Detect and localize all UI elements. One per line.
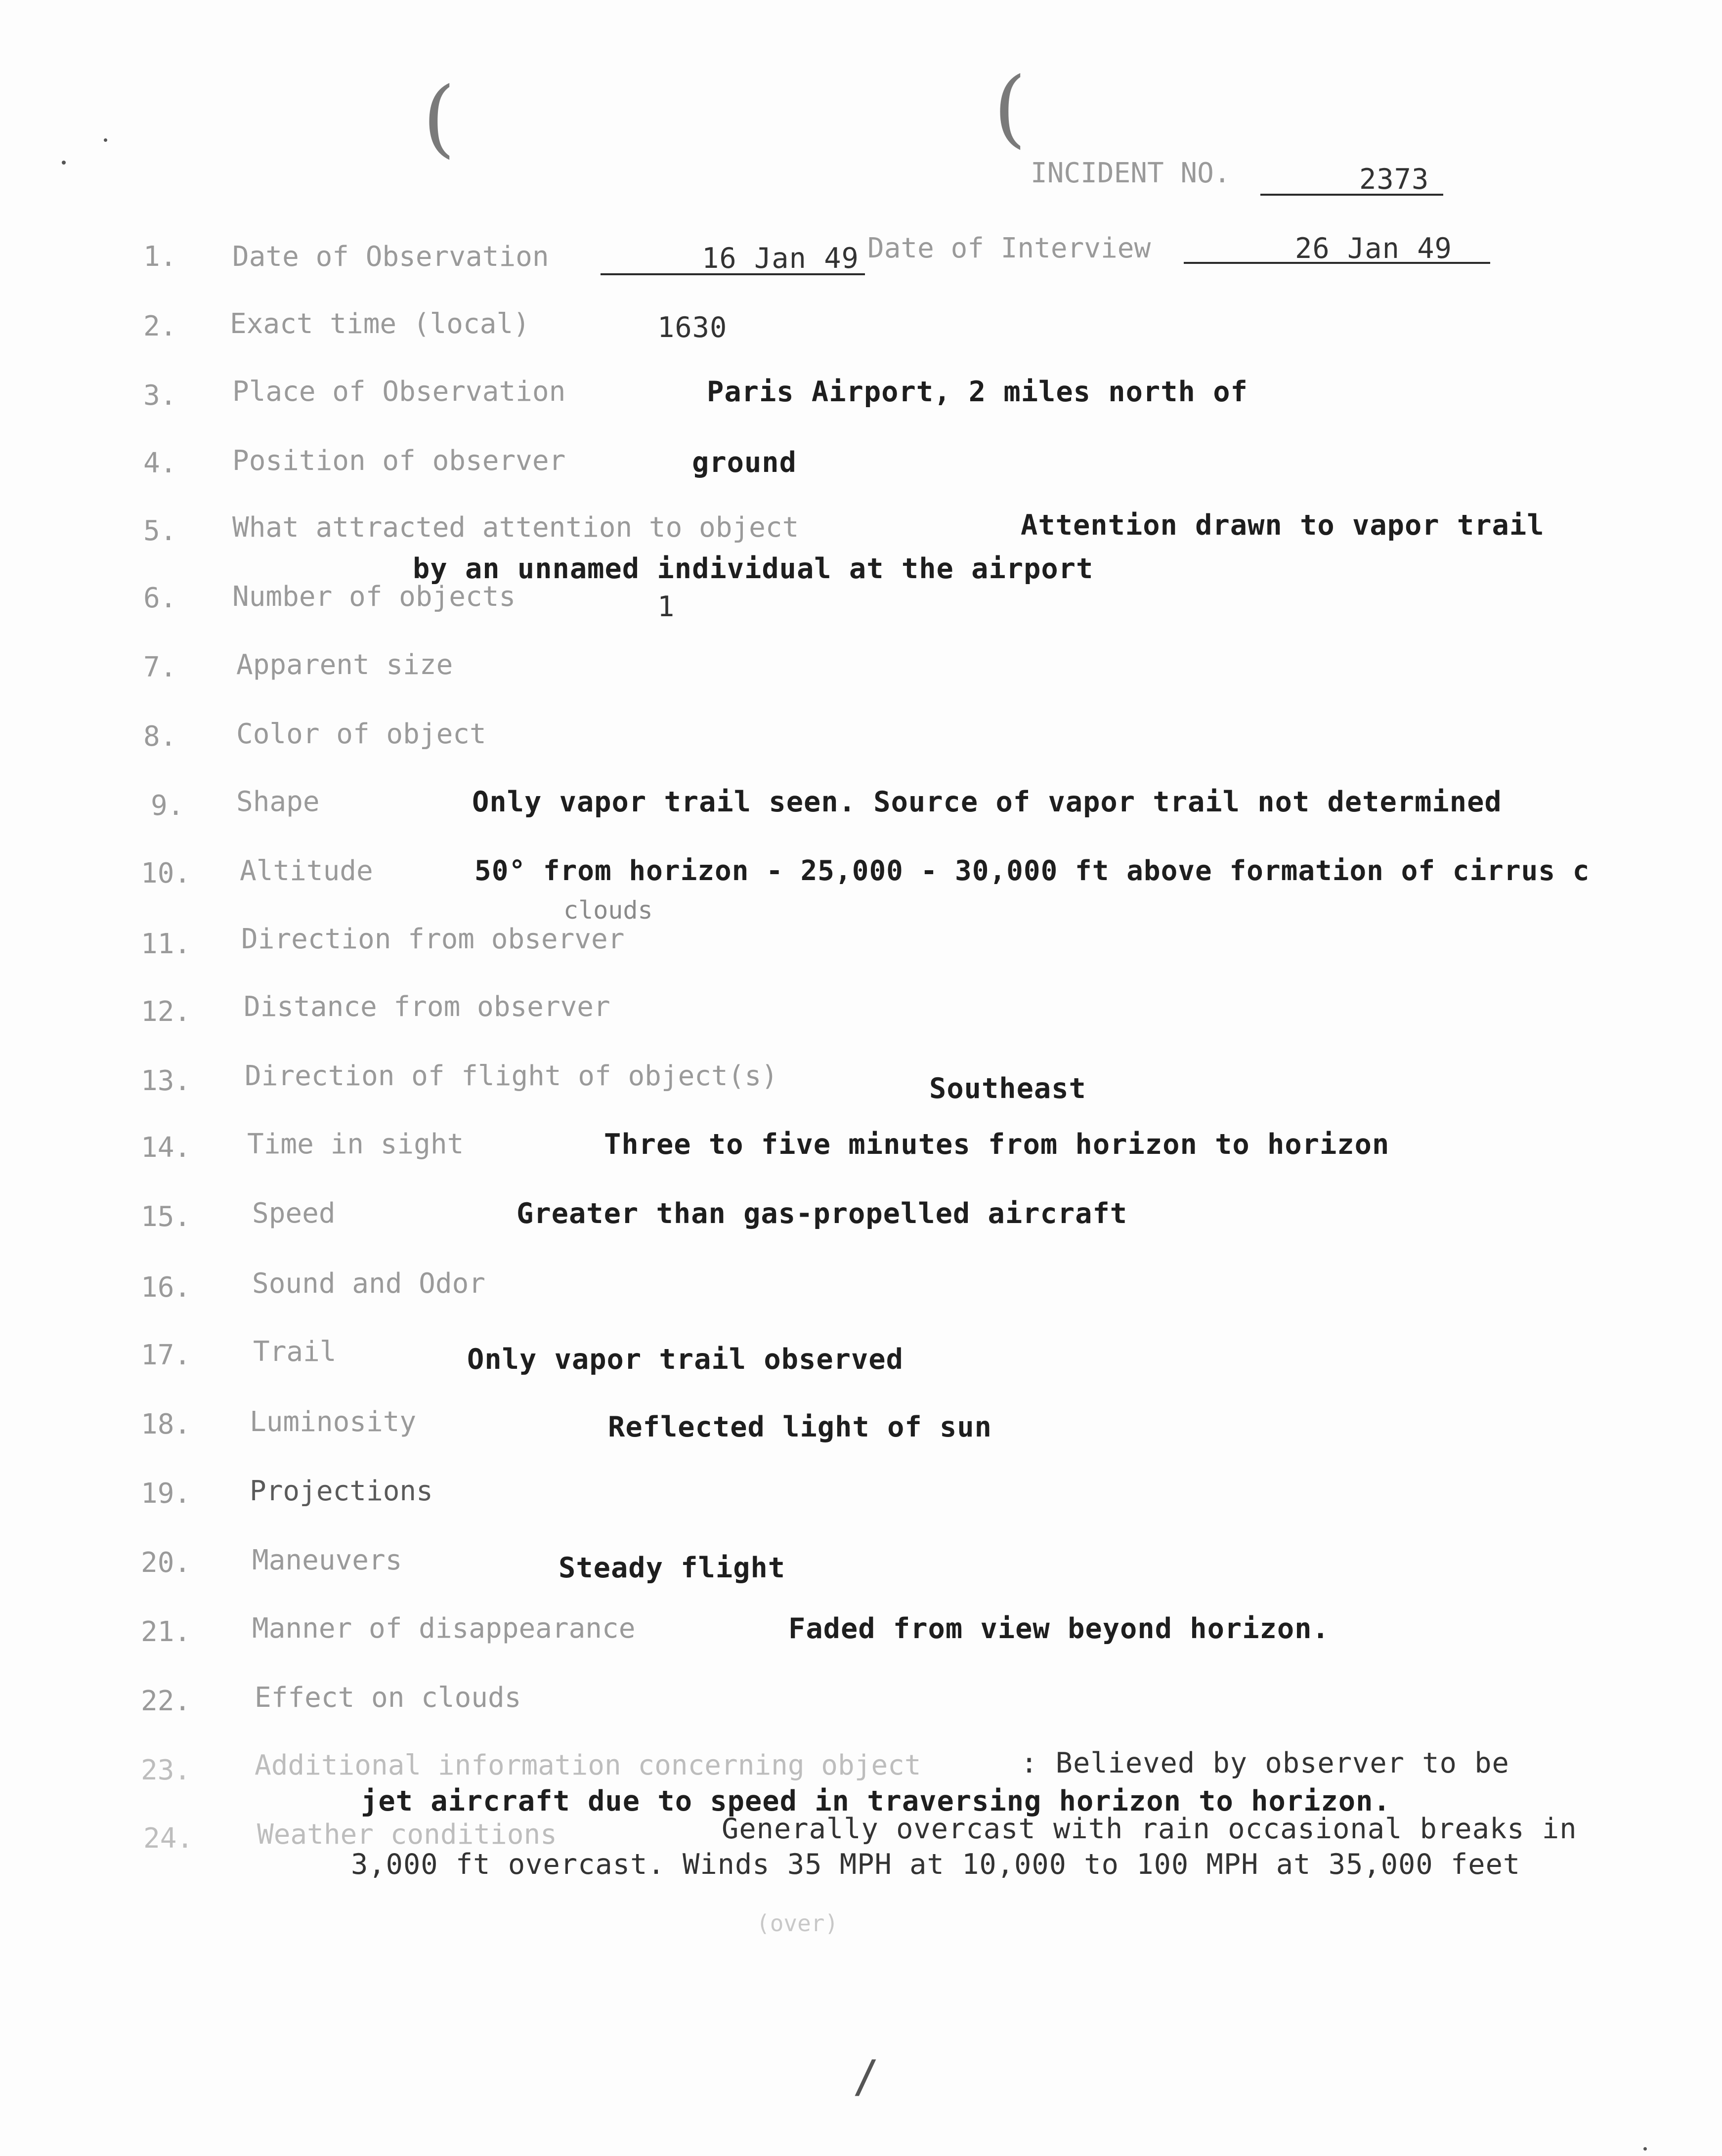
item-value-time-in-sight: Three to five minutes from horizon to horizon xyxy=(604,1128,1390,1161)
item-number: 18. xyxy=(141,1408,191,1440)
item-value-place-of-observation: Paris Airport, 2 miles north of xyxy=(707,376,1248,408)
item-value-direction-of-flight: Southeast xyxy=(929,1072,1086,1105)
item-value-additional-information-continued: jet aircraft due to speed in traversing horizon to horizon. xyxy=(361,1785,1391,1818)
item-label-direction-of-flight: Direction of flight of object(s) xyxy=(245,1060,778,1092)
date-of-observation-underline xyxy=(601,273,865,275)
binder-hole-mark-right: ( xyxy=(993,59,1027,157)
item-number: 3. xyxy=(143,380,177,412)
item-number: 12. xyxy=(141,996,191,1028)
item-number: 16. xyxy=(141,1271,191,1304)
item-number: 8. xyxy=(143,720,177,753)
item-label-trail: Trail xyxy=(253,1336,337,1368)
item-number: 7. xyxy=(143,651,177,683)
incident-number-label: INCIDENT NO. xyxy=(1031,157,1231,189)
item-label-luminosity: Luminosity xyxy=(250,1406,417,1438)
speck-mark xyxy=(104,138,107,142)
item-label-speed: Speed xyxy=(252,1197,336,1229)
item-number: 6. xyxy=(143,582,177,614)
incident-number-value: 2373 xyxy=(1359,163,1429,196)
item-value-manner-of-disappearance: Faded from view beyond horizon. xyxy=(788,1612,1330,1645)
item-number: 21. xyxy=(141,1616,191,1648)
item-number: 4. xyxy=(143,447,177,479)
item-number: 14. xyxy=(141,1132,191,1164)
item-value-date-of-interview: 26 Jan 49 xyxy=(1295,232,1452,265)
item-label-direction-from-observer: Direction from observer xyxy=(241,923,625,955)
item-value-additional-information: : Believed by observer to be xyxy=(1021,1747,1509,1779)
over-note: (over) xyxy=(756,1910,839,1937)
item-label-exact-time: Exact time (local) xyxy=(230,308,530,340)
item-value-date-of-observation: 16 Jan 49 xyxy=(702,242,859,275)
item-label-position-of-observer: Position of observer xyxy=(232,445,566,477)
item-value-altitude: 50° from horizon - 25,000 - 30,000 ft above formation of cirrus c xyxy=(474,855,1590,887)
item-value-weather-conditions-continued: 3,000 ft overcast. Winds 35 MPH at 10,000 to 100 MPH at 35,000 feet xyxy=(351,1848,1521,1881)
incident-number-underline xyxy=(1260,194,1443,196)
item-number: 23. xyxy=(141,1754,191,1786)
item-label-effect-on-clouds: Effect on clouds xyxy=(255,1682,521,1714)
item-label-place-of-observation: Place of Observation xyxy=(232,376,566,408)
item-label-date-of-observation: Date of Observation xyxy=(232,241,549,273)
item-number: 1. xyxy=(143,241,177,273)
item-value-position-of-observer: ground xyxy=(692,446,797,479)
item-number: 15. xyxy=(141,1201,191,1233)
speck-mark xyxy=(62,161,66,165)
item-value-altitude-continued: clouds xyxy=(563,896,653,925)
item-number: 20. xyxy=(141,1547,191,1579)
item-number: 24. xyxy=(143,1822,194,1855)
item-value-weather-conditions: Generally overcast with rain occasional breaks in xyxy=(722,1813,1577,1845)
item-label-maneuvers: Maneuvers xyxy=(252,1544,402,1576)
item-label-sound-and-odor: Sound and Odor xyxy=(252,1268,486,1300)
item-label-apparent-size: Apparent size xyxy=(236,649,453,681)
item-value-what-attracted-attention: Attention drawn to vapor trail xyxy=(1021,509,1545,542)
date-of-interview-underline xyxy=(1184,262,1490,264)
item-value-shape: Only vapor trail seen. Source of vapor trail not determined xyxy=(472,786,1502,818)
item-value-trail: Only vapor trail observed xyxy=(467,1343,904,1376)
item-value-maneuvers: Steady flight xyxy=(559,1552,786,1584)
item-number: 19. xyxy=(141,1478,191,1510)
binder-hole-mark-left: ( xyxy=(423,69,456,167)
item-value-luminosity: Reflected light of sun xyxy=(608,1411,992,1443)
item-number: 17. xyxy=(141,1339,191,1371)
item-value-exact-time: 1630 xyxy=(657,311,728,344)
item-label-date-of-interview: Date of Interview xyxy=(867,232,1151,264)
item-label-distance-from-observer: Distance from observer xyxy=(244,991,610,1023)
item-number: 11. xyxy=(141,928,191,960)
item-label-weather-conditions: Weather conditions xyxy=(257,1818,557,1851)
item-number: 5. xyxy=(143,515,177,547)
item-value-speed: Greater than gas-propelled aircraft xyxy=(517,1197,1128,1230)
item-label-manner-of-disappearance: Manner of disappearance xyxy=(252,1612,636,1645)
item-value-number-of-objects: 1 xyxy=(657,591,675,623)
speck-mark xyxy=(1643,2147,1647,2151)
item-label-additional-information: Additional information concerning object xyxy=(255,1749,921,1781)
item-value-what-attracted-attention-continued: by an unnamed individual at the airport xyxy=(413,552,1094,585)
item-label-shape: Shape xyxy=(236,786,320,818)
item-label-projections: Projections xyxy=(250,1475,433,1507)
item-label-color-of-object: Color of object xyxy=(236,718,486,750)
item-number: 2. xyxy=(143,310,177,342)
item-number: 10. xyxy=(141,857,191,889)
item-label-altitude: Altitude xyxy=(240,855,373,887)
item-label-what-attracted-attention: What attracted attention to object xyxy=(232,511,799,544)
item-number: 22. xyxy=(141,1685,191,1717)
pencil-mark: / xyxy=(853,2051,880,2103)
item-number: 13. xyxy=(141,1065,191,1097)
item-label-number-of-objects: Number of objects xyxy=(232,581,516,613)
item-number: 9. xyxy=(151,790,184,822)
item-label-time-in-sight: Time in sight xyxy=(247,1128,464,1160)
